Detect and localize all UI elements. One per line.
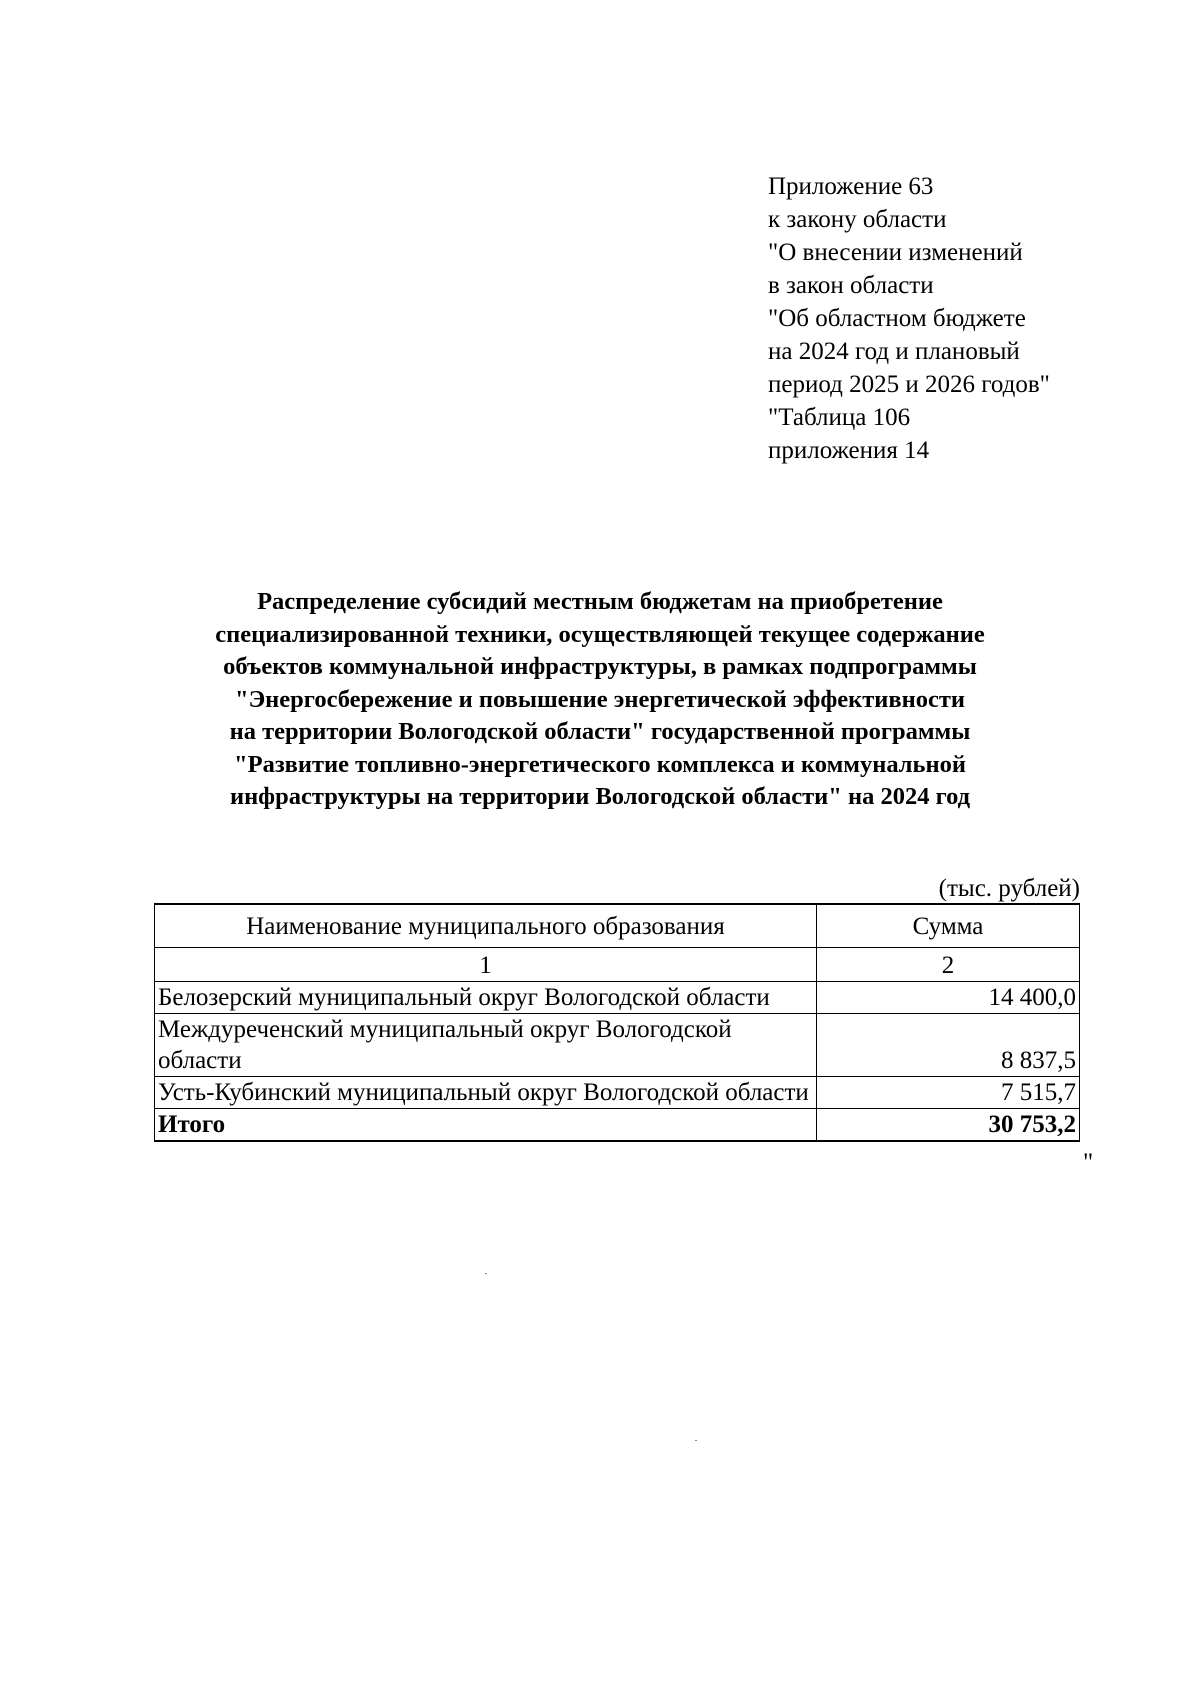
subsidy-table — [154, 903, 1080, 1142]
appendix-line: к закону области — [768, 206, 947, 233]
appendix-header — [768, 170, 1050, 467]
table-row — [155, 1014, 1080, 1077]
title-line: на территории Вологодской области" государственной программы — [229, 718, 971, 745]
title-line: инфраструктуры на территории Вологодской области" на 2024 год — [229, 783, 971, 810]
title-line: специализированной техники, осуществляющей текущее содержание — [215, 620, 985, 648]
municipality-name: Междуреченский муниципальный округ Вологодской области — [155, 1014, 817, 1077]
table-row — [155, 982, 1080, 1014]
column-header-name: Наименование муниципального образования — [155, 904, 817, 948]
units-label: (тыс. рублей) — [938, 875, 1080, 902]
municipality-name: Белозерский муниципальный округ Вологодской области — [155, 982, 817, 1014]
title-line: Распределение субсидий местным бюджетам на приобретение — [257, 588, 943, 615]
scan-speck — [695, 1440, 697, 1441]
total-amount: 30 753,2 — [817, 1109, 1080, 1142]
title-line: "Развитие топливно-энергетического комплекса и коммунальной — [234, 750, 966, 778]
table-row — [155, 1077, 1080, 1109]
subsidy-amount: 7 515,7 — [817, 1077, 1080, 1109]
municipality-name: Усть-Кубинский муниципальный округ Вологодской области — [155, 1077, 817, 1109]
total-label: Итого — [155, 1109, 817, 1142]
appendix-line: Приложение 63 — [768, 173, 934, 200]
closing-quote: " — [1083, 1149, 1094, 1176]
appendix-line: "О внесении изменений — [768, 239, 1023, 266]
subsidy-amount: 14 400,0 — [817, 982, 1080, 1014]
column-number-1: 1 — [155, 948, 817, 982]
appendix-line: "Таблица 106 — [768, 404, 911, 431]
appendix-line: в закон области — [768, 272, 934, 299]
column-header-amount: Сумма — [817, 904, 1080, 948]
total-row — [155, 1109, 1080, 1142]
document-title — [150, 586, 1050, 814]
title-line: объектов коммунальной инфраструктуры, в рамках подпрограммы — [223, 653, 977, 680]
table-header-row — [155, 904, 1080, 948]
scan-speck — [485, 1273, 487, 1274]
appendix-line: "Об областном бюджете — [768, 305, 1026, 332]
appendix-line: период 2025 и 2026 годов" — [768, 371, 1050, 398]
appendix-line: приложения 14 — [768, 437, 930, 464]
column-number-2: 2 — [817, 948, 1080, 982]
column-number-row — [155, 948, 1080, 982]
subsidy-amount: 8 837,5 — [817, 1014, 1080, 1077]
title-line: "Энергосбережение и повышение энергетической эффективности — [234, 685, 966, 713]
appendix-line: на 2024 год и плановый — [768, 338, 1020, 365]
